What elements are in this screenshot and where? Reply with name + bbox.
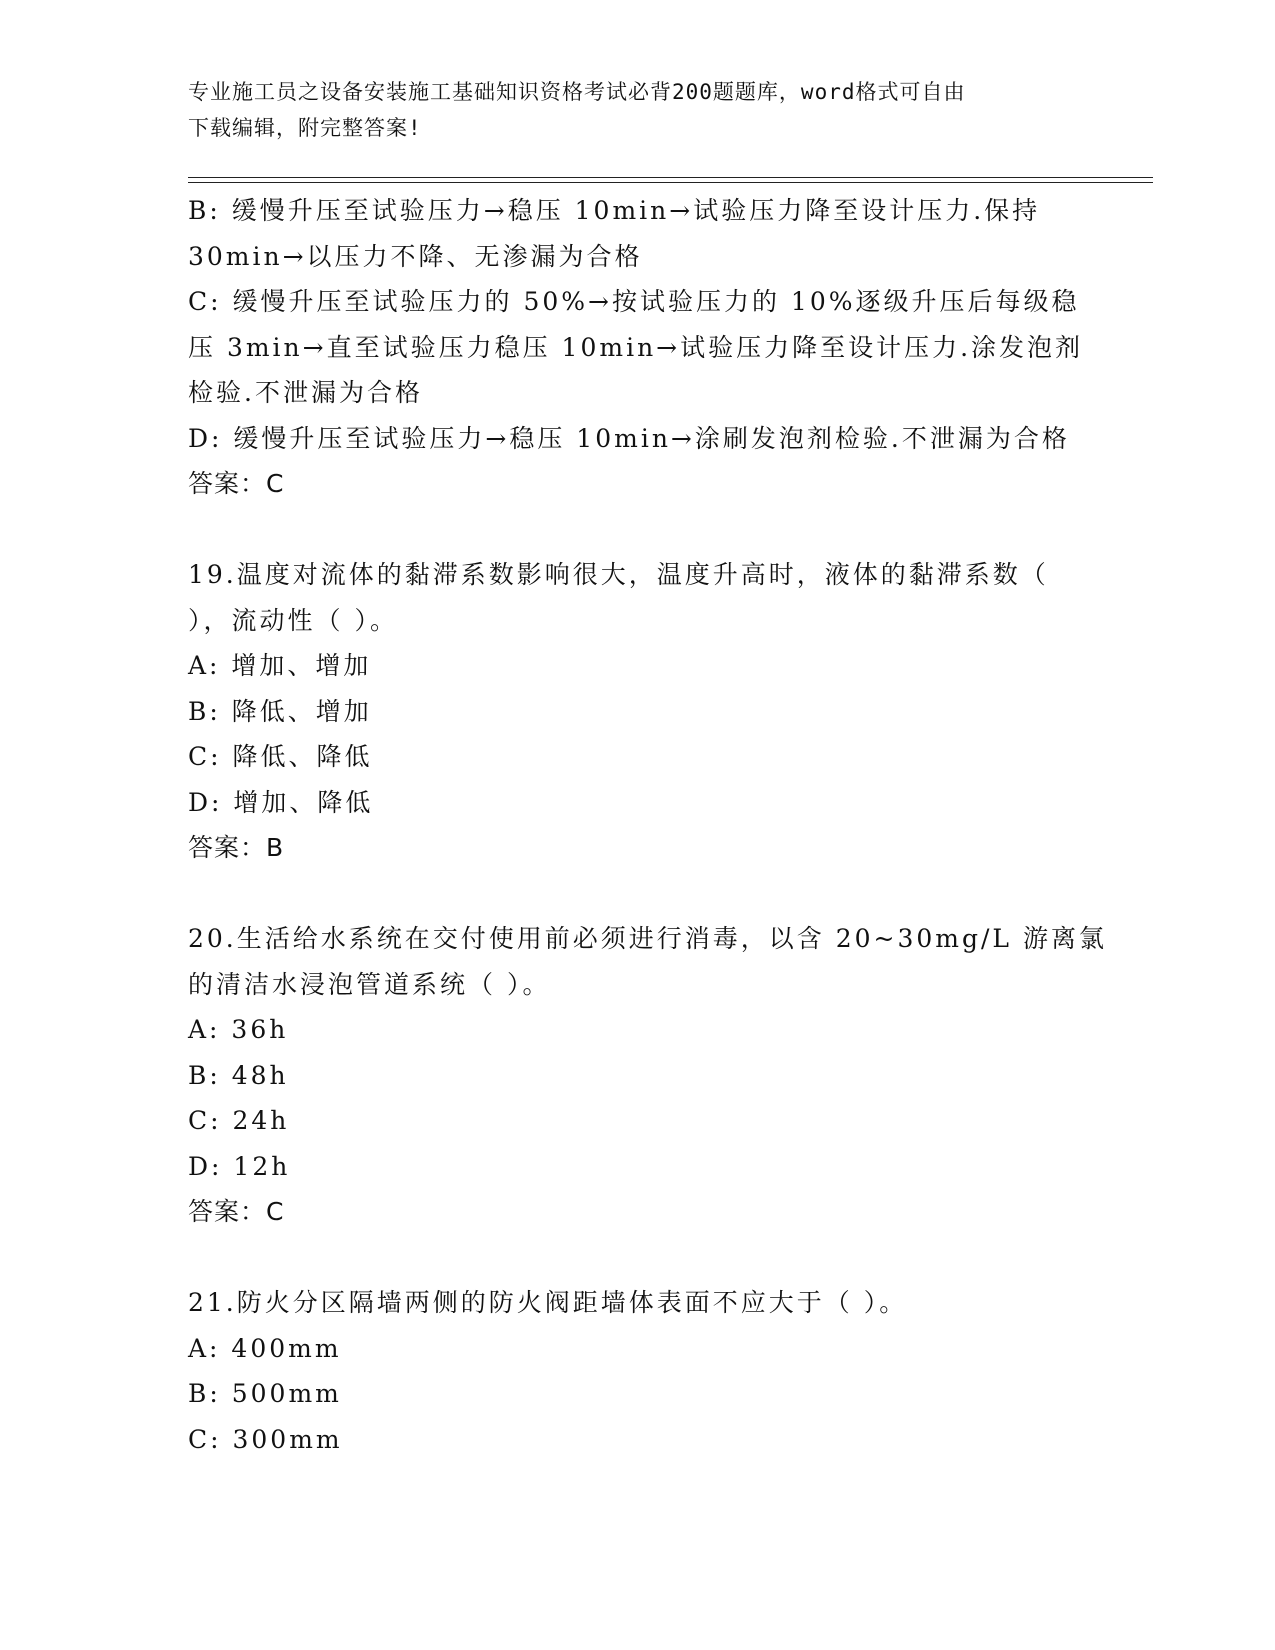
spacer	[188, 871, 1088, 917]
spacer	[188, 1235, 1088, 1281]
q18-option-c-line-2: 压 3min→直至试验压力稳压 10min→试验压力降至设计压力.涂发泡剂	[188, 332, 1084, 362]
question-20	[188, 916, 1107, 1235]
q20-stem-line-1: 20.生活给水系统在交付使用前必须进行消毒，以含 20~30mg/L 游离氯	[188, 924, 1107, 953]
q18-option-b-line-1: B: 缓慢升压至试验压力→稳压 10min→试验压力降至设计压力.保持	[188, 196, 1041, 225]
q20-option-a: A: 36h	[188, 1015, 289, 1044]
q20-answer: 答案：C	[188, 1197, 285, 1226]
question-21	[188, 1280, 1088, 1462]
question-content	[188, 188, 1107, 1462]
q19-stem-line-1: 19.温度对流体的黏滞系数影响很大，温度升高时，液体的黏滞系数（	[188, 560, 1049, 589]
header-divider-bottom	[188, 182, 1153, 183]
question-18-continued	[188, 188, 1088, 507]
q21-option-c: C: 300mm	[188, 1424, 343, 1454]
spacer	[188, 507, 1088, 553]
q21-option-b: B: 500mm	[188, 1379, 342, 1408]
document-header	[188, 74, 1068, 146]
q18-answer: 答案：C	[188, 469, 285, 498]
q19-option-b: B: 降低、增加	[188, 696, 372, 726]
q19-answer: 答案：B	[188, 833, 285, 862]
q18-option-b-line-2: 30min→以压力不降、无渗漏为合格	[188, 241, 643, 271]
q19-stem-line-2: ），流动性（ ）。	[188, 605, 398, 635]
q19-option-a: A: 增加、增加	[188, 651, 372, 680]
header-line-2: 下载编辑，附完整答案!	[188, 116, 422, 140]
q20-option-d: D: 12h	[188, 1151, 291, 1181]
q21-stem-line-1: 21.防火分区隔墙两侧的防火阀距墙体表面不应大于（ ）。	[188, 1288, 908, 1317]
q18-option-d: D: 缓慢升压至试验压力→稳压 10min→涂刷发泡剂检验.不泄漏为合格	[188, 423, 1070, 453]
q18-option-c-line-3: 检验.不泄漏为合格	[188, 378, 423, 407]
header-line-1: 专业施工员之设备安装施工基础知识资格考试必背200题题库，word格式可自由	[188, 80, 966, 104]
q18-option-c-line-1: C: 缓慢升压至试验压力的 50%→按试验压力的 10%逐级升压后每级稳	[188, 287, 1080, 316]
q19-option-d: D: 增加、降低	[188, 787, 374, 817]
q21-option-a: A: 400mm	[188, 1333, 342, 1363]
q20-option-b: B: 48h	[188, 1060, 289, 1090]
q20-stem-line-2: 的清洁水浸泡管道系统（ ）。	[188, 969, 551, 999]
q19-option-c: C: 降低、降低	[188, 742, 373, 771]
q20-option-c: C: 24h	[188, 1106, 290, 1135]
question-19	[188, 552, 1088, 871]
header-divider-top	[188, 177, 1153, 178]
